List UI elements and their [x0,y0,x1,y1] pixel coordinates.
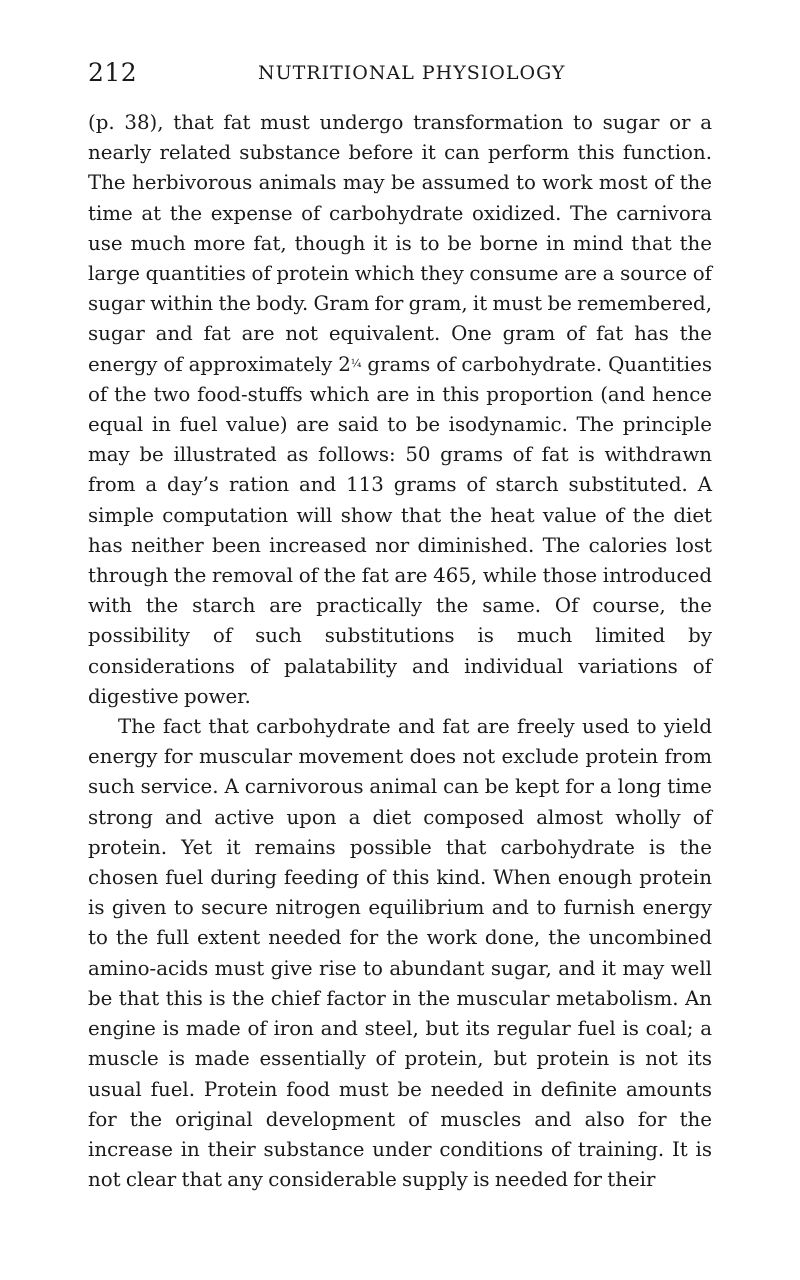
paragraph-1 [88,108,712,712]
paragraph-1-text-before-fraction: (p. 38), that fat must undergo transformation to sugar or a nearly related substance before it can perform this function. The herbivorous animals may be assumed to work most of the time at the expense of carbohydrate oxidized. The carnivora use much more fat, though it is to be borne in mind that the large quantities of protein which they consume are a source of sugar within the body. Gram for gram, it must be remembered, sugar and fat are not equivalent. One gram of fat has the energy of approximately 2 [88,111,712,376]
paragraph-2: The fact that carbohydrate and fat are freely used to yield energy for muscular movement does not exclude protein from such service. A carnivorous animal can be kept for a long time strong and active upon a diet composed almost wholly of protein. Yet it remains possible that carbohydrate is the chosen fuel during feeding of this kind. When enough protein is given to secure nitrogen equilibrium and to furnish energy to the full extent needed for the work done, the uncombined amino-acids must give rise to abundant sugar, and it may well be that this is the chief factor in the muscular metabolism. An engine is made of iron and steel, but its regular fuel is coal; a muscle is made essentially of protein, but protein is not its usual fuel. Protein food must be needed in definite amounts for the original development of muscles and also for the increase in their substance under conditions of training. It is not clear that any considerable supply is needed for their [88,715,712,1192]
page-header [88,56,712,90]
fraction-one-quarter: ¼ [350,356,362,370]
running-head: NUTRITIONAL PHYSIOLOGY [258,62,566,84]
page-number: 212 [88,58,138,87]
body-text [88,108,712,1195]
paragraph-1-text-after-fraction: grams of carbohydrate. Quantities of the two food-stuffs which are in this proportion (and hence equal in fuel value) are said to be isodynamic. The principle may be illustrated as follows: 50 grams of fat is withdrawn from a day’s ration and 113 grams of starch substituted. A simple computation will show that the heat value of the diet has neither been increased nor diminished. The calories lost through the removal of the fat are 465, while those introduced with the starch are practically the same. Of course, the possibility of such substitutions is much limited by considerations of palatability and individual variations of digestive power. [88,352,712,708]
